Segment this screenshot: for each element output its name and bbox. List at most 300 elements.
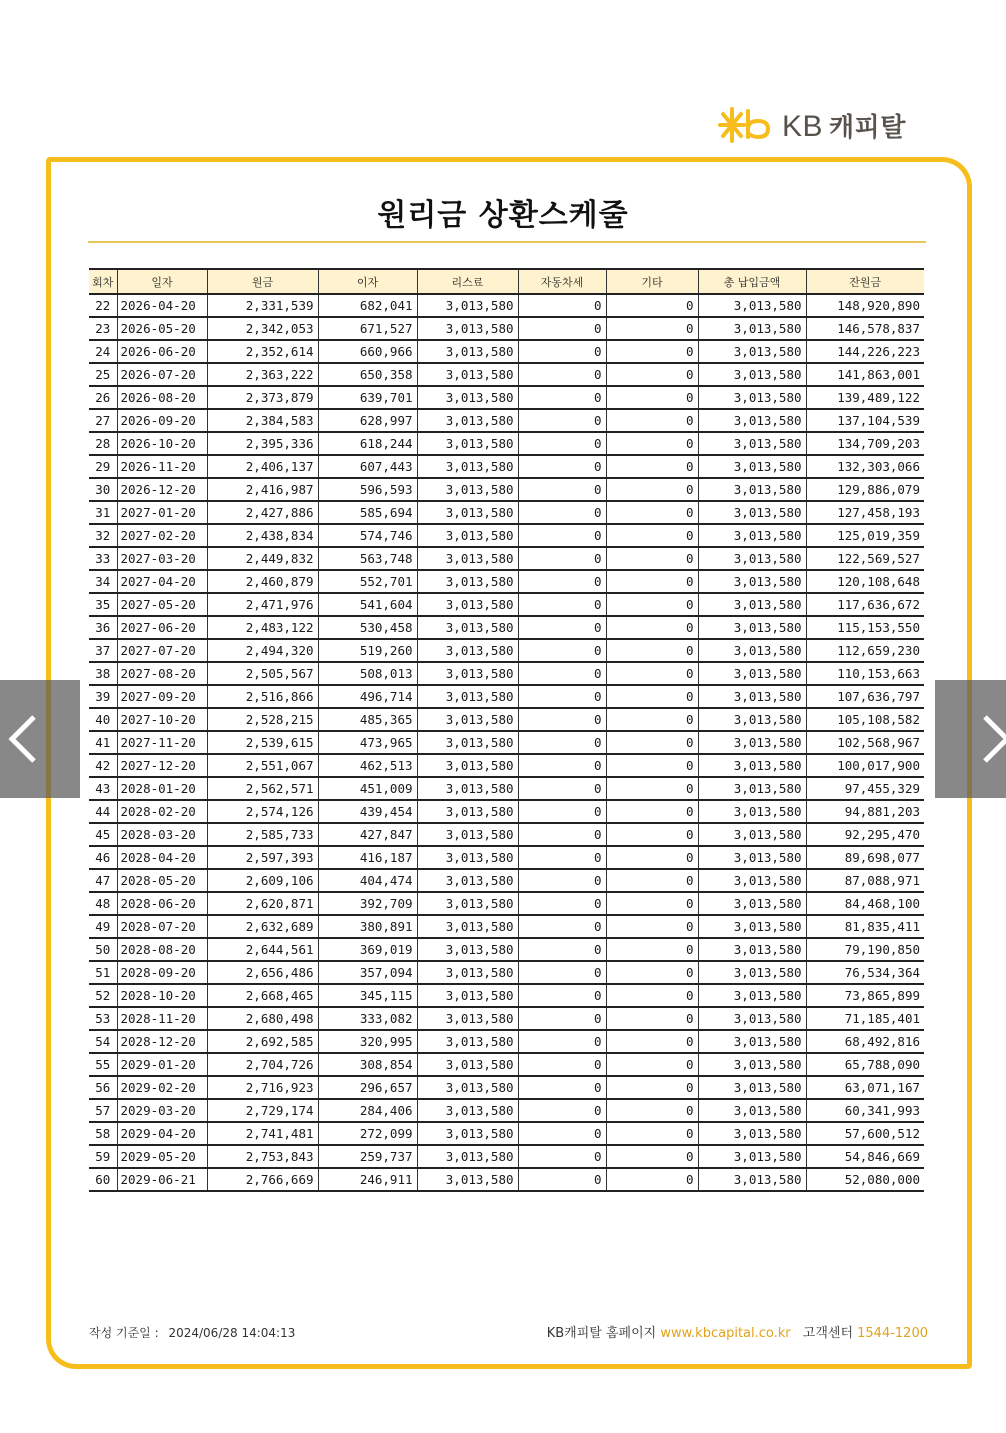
col-header: 자동차세 bbox=[518, 269, 606, 294]
table-cell: 3,013,580 bbox=[698, 317, 806, 340]
table-cell: 2,574,126 bbox=[207, 800, 318, 823]
table-cell: 2027-04-20 bbox=[117, 570, 207, 593]
table-row bbox=[89, 294, 924, 317]
table-cell: 3,013,580 bbox=[698, 869, 806, 892]
table-cell: 2,483,122 bbox=[207, 616, 318, 639]
table-cell: 137,104,539 bbox=[806, 409, 924, 432]
table-cell: 0 bbox=[518, 478, 606, 501]
table-cell: 473,965 bbox=[318, 731, 417, 754]
table-row bbox=[89, 501, 924, 524]
table-cell: 2028-08-20 bbox=[117, 938, 207, 961]
table-cell: 618,244 bbox=[318, 432, 417, 455]
table-cell: 2,416,987 bbox=[207, 478, 318, 501]
table-cell: 380,891 bbox=[318, 915, 417, 938]
table-cell: 3,013,580 bbox=[417, 892, 518, 915]
table-cell: 3,013,580 bbox=[417, 800, 518, 823]
table-cell: 0 bbox=[606, 731, 698, 754]
table-cell: 3,013,580 bbox=[417, 731, 518, 754]
table-cell: 0 bbox=[606, 409, 698, 432]
table-cell: 607,443 bbox=[318, 455, 417, 478]
table-cell: 3,013,580 bbox=[417, 294, 518, 317]
table-cell: 628,997 bbox=[318, 409, 417, 432]
table-cell: 2029-01-20 bbox=[117, 1053, 207, 1076]
table-cell: 552,701 bbox=[318, 570, 417, 593]
table-cell: 530,458 bbox=[318, 616, 417, 639]
table-cell: 3,013,580 bbox=[417, 524, 518, 547]
table-cell: 3,013,580 bbox=[698, 386, 806, 409]
table-cell: 3,013,580 bbox=[698, 938, 806, 961]
table-cell: 3,013,580 bbox=[417, 1030, 518, 1053]
table-cell: 0 bbox=[518, 938, 606, 961]
table-row bbox=[89, 823, 924, 846]
table-row bbox=[89, 478, 924, 501]
table-cell: 42 bbox=[89, 754, 117, 777]
table-cell: 3,013,580 bbox=[417, 1145, 518, 1168]
table-cell: 46 bbox=[89, 846, 117, 869]
table-cell: 0 bbox=[606, 524, 698, 547]
table-cell: 2027-11-20 bbox=[117, 731, 207, 754]
col-header: 기타 bbox=[606, 269, 698, 294]
table-cell: 3,013,580 bbox=[417, 409, 518, 432]
table-cell: 3,013,580 bbox=[417, 455, 518, 478]
table-cell: 0 bbox=[606, 432, 698, 455]
table-cell: 3,013,580 bbox=[417, 478, 518, 501]
table-cell: 3,013,580 bbox=[698, 524, 806, 547]
table-cell: 2,331,539 bbox=[207, 294, 318, 317]
table-cell: 3,013,580 bbox=[417, 593, 518, 616]
table-cell: 0 bbox=[518, 823, 606, 846]
table-cell: 2,704,726 bbox=[207, 1053, 318, 1076]
table-cell: 0 bbox=[606, 616, 698, 639]
table-cell: 3,013,580 bbox=[417, 685, 518, 708]
table-cell: 3,013,580 bbox=[417, 501, 518, 524]
table-cell: 2026-05-20 bbox=[117, 317, 207, 340]
table-cell: 246,911 bbox=[318, 1168, 417, 1191]
table-cell: 3,013,580 bbox=[698, 639, 806, 662]
table-cell: 0 bbox=[518, 524, 606, 547]
table-cell: 2,692,585 bbox=[207, 1030, 318, 1053]
table-cell: 3,013,580 bbox=[417, 570, 518, 593]
table-cell: 132,303,066 bbox=[806, 455, 924, 478]
table-cell: 3,013,580 bbox=[698, 961, 806, 984]
table-cell: 3,013,580 bbox=[417, 1168, 518, 1191]
table-cell: 112,659,230 bbox=[806, 639, 924, 662]
table-cell: 2028-06-20 bbox=[117, 892, 207, 915]
table-cell: 2,406,137 bbox=[207, 455, 318, 478]
table-cell: 47 bbox=[89, 869, 117, 892]
table-cell: 107,636,797 bbox=[806, 685, 924, 708]
table-cell: 596,593 bbox=[318, 478, 417, 501]
kb-capital-logo bbox=[718, 103, 906, 147]
table-cell: 55 bbox=[89, 1053, 117, 1076]
table-cell: 0 bbox=[518, 340, 606, 363]
table-cell: 0 bbox=[606, 363, 698, 386]
table-cell: 3,013,580 bbox=[417, 340, 518, 363]
table-cell: 2026-08-20 bbox=[117, 386, 207, 409]
table-cell: 51 bbox=[89, 961, 117, 984]
table-cell: 2,449,832 bbox=[207, 547, 318, 570]
table-cell: 50 bbox=[89, 938, 117, 961]
table-cell: 2,609,106 bbox=[207, 869, 318, 892]
table-cell: 2028-03-20 bbox=[117, 823, 207, 846]
table-cell: 671,527 bbox=[318, 317, 417, 340]
table-cell: 2028-11-20 bbox=[117, 1007, 207, 1030]
table-cell: 125,019,359 bbox=[806, 524, 924, 547]
table-cell: 3,013,580 bbox=[417, 386, 518, 409]
table-cell: 0 bbox=[606, 892, 698, 915]
table-cell: 2027-06-20 bbox=[117, 616, 207, 639]
table-cell: 92,295,470 bbox=[806, 823, 924, 846]
table-cell: 0 bbox=[518, 616, 606, 639]
table-cell: 3,013,580 bbox=[698, 708, 806, 731]
table-row bbox=[89, 685, 924, 708]
table-cell: 3,013,580 bbox=[417, 846, 518, 869]
table-cell: 44 bbox=[89, 800, 117, 823]
table-cell: 54 bbox=[89, 1030, 117, 1053]
table-cell: 3,013,580 bbox=[698, 1030, 806, 1053]
table-cell: 0 bbox=[606, 547, 698, 570]
table-cell: 2,539,615 bbox=[207, 731, 318, 754]
table-cell: 0 bbox=[606, 1145, 698, 1168]
table-cell: 25 bbox=[89, 363, 117, 386]
table-cell: 308,854 bbox=[318, 1053, 417, 1076]
table-cell: 333,082 bbox=[318, 1007, 417, 1030]
table-row bbox=[89, 869, 924, 892]
chevron-left-icon bbox=[4, 713, 44, 765]
table-cell: 120,108,648 bbox=[806, 570, 924, 593]
table-cell: 2027-12-20 bbox=[117, 754, 207, 777]
table-row bbox=[89, 1099, 924, 1122]
table-cell: 38 bbox=[89, 662, 117, 685]
table-row bbox=[89, 961, 924, 984]
table-cell: 3,013,580 bbox=[417, 777, 518, 800]
table-cell: 3,013,580 bbox=[417, 915, 518, 938]
table-cell: 3,013,580 bbox=[698, 1076, 806, 1099]
table-cell: 3,013,580 bbox=[417, 754, 518, 777]
table-cell: 0 bbox=[606, 1122, 698, 1145]
table-cell: 0 bbox=[518, 754, 606, 777]
table-cell: 485,365 bbox=[318, 708, 417, 731]
table-cell: 585,694 bbox=[318, 501, 417, 524]
table-cell: 0 bbox=[518, 708, 606, 731]
table-cell: 0 bbox=[518, 317, 606, 340]
table-row bbox=[89, 639, 924, 662]
table-cell: 2,384,583 bbox=[207, 409, 318, 432]
col-header: 리스료 bbox=[417, 269, 518, 294]
table-cell: 2029-06-21 bbox=[117, 1168, 207, 1191]
table-cell: 2029-04-20 bbox=[117, 1122, 207, 1145]
table-cell: 0 bbox=[518, 984, 606, 1007]
table-cell: 57,600,512 bbox=[806, 1122, 924, 1145]
table-row bbox=[89, 892, 924, 915]
col-header: 이자 bbox=[318, 269, 417, 294]
table-cell: 0 bbox=[606, 317, 698, 340]
table-cell: 0 bbox=[606, 294, 698, 317]
table-cell: 2026-07-20 bbox=[117, 363, 207, 386]
table-cell: 0 bbox=[606, 869, 698, 892]
table-cell: 141,863,001 bbox=[806, 363, 924, 386]
table-cell: 60,341,993 bbox=[806, 1099, 924, 1122]
table-cell: 0 bbox=[606, 501, 698, 524]
table-cell: 2027-09-20 bbox=[117, 685, 207, 708]
table-cell: 2027-10-20 bbox=[117, 708, 207, 731]
table-cell: 0 bbox=[518, 869, 606, 892]
table-cell: 0 bbox=[606, 777, 698, 800]
table-cell: 40 bbox=[89, 708, 117, 731]
next-page-button[interactable] bbox=[935, 680, 1006, 798]
table-cell: 3,013,580 bbox=[698, 570, 806, 593]
table-cell: 0 bbox=[606, 1007, 698, 1030]
table-cell: 2028-01-20 bbox=[117, 777, 207, 800]
table-cell: 3,013,580 bbox=[698, 915, 806, 938]
table-cell: 2,460,879 bbox=[207, 570, 318, 593]
table-cell: 49 bbox=[89, 915, 117, 938]
table-cell: 3,013,580 bbox=[698, 432, 806, 455]
table-cell: 2,551,067 bbox=[207, 754, 318, 777]
table-cell: 0 bbox=[606, 639, 698, 662]
table-cell: 0 bbox=[518, 777, 606, 800]
table-row bbox=[89, 1076, 924, 1099]
table-cell: 53 bbox=[89, 1007, 117, 1030]
table-cell: 3,013,580 bbox=[417, 1007, 518, 1030]
table-cell: 2,471,976 bbox=[207, 593, 318, 616]
table-cell: 2026-04-20 bbox=[117, 294, 207, 317]
table-row bbox=[89, 593, 924, 616]
table-cell: 3,013,580 bbox=[698, 846, 806, 869]
table-cell: 129,886,079 bbox=[806, 478, 924, 501]
table-cell: 110,153,663 bbox=[806, 662, 924, 685]
table-cell: 639,701 bbox=[318, 386, 417, 409]
table-cell: 682,041 bbox=[318, 294, 417, 317]
table-cell: 2,438,834 bbox=[207, 524, 318, 547]
cs-phone[interactable]: 1544-1200 bbox=[857, 1326, 928, 1341]
table-cell: 3,013,580 bbox=[698, 892, 806, 915]
table-cell: 0 bbox=[518, 961, 606, 984]
col-header: 총 납입금액 bbox=[698, 269, 806, 294]
table-cell: 0 bbox=[606, 340, 698, 363]
table-cell: 0 bbox=[518, 593, 606, 616]
table-cell: 29 bbox=[89, 455, 117, 478]
table-cell: 3,013,580 bbox=[698, 1168, 806, 1191]
table-cell: 0 bbox=[518, 386, 606, 409]
table-body bbox=[89, 294, 924, 1191]
table-cell: 45 bbox=[89, 823, 117, 846]
table-cell: 0 bbox=[606, 938, 698, 961]
table-cell: 0 bbox=[518, 547, 606, 570]
table-cell: 59 bbox=[89, 1145, 117, 1168]
table-cell: 451,009 bbox=[318, 777, 417, 800]
col-header: 회차 bbox=[89, 269, 117, 294]
table-cell: 0 bbox=[518, 1122, 606, 1145]
table-cell: 57 bbox=[89, 1099, 117, 1122]
table-cell: 0 bbox=[518, 363, 606, 386]
table-cell: 24 bbox=[89, 340, 117, 363]
homepage-link[interactable]: www.kbcapital.co.kr bbox=[660, 1326, 791, 1341]
table-cell: 56 bbox=[89, 1076, 117, 1099]
table-cell: 345,115 bbox=[318, 984, 417, 1007]
table-row bbox=[89, 363, 924, 386]
table-cell: 2,766,669 bbox=[207, 1168, 318, 1191]
table-cell: 2027-07-20 bbox=[117, 639, 207, 662]
table-cell: 43 bbox=[89, 777, 117, 800]
table-cell: 357,094 bbox=[318, 961, 417, 984]
homepage-label: KB캐피탈 홈페이지 bbox=[546, 1326, 657, 1341]
table-cell: 574,746 bbox=[318, 524, 417, 547]
table-row bbox=[89, 731, 924, 754]
table-cell: 2,494,320 bbox=[207, 639, 318, 662]
table-cell: 3,013,580 bbox=[417, 961, 518, 984]
table-cell: 31 bbox=[89, 501, 117, 524]
table-cell: 63,071,167 bbox=[806, 1076, 924, 1099]
table-cell: 117,636,672 bbox=[806, 593, 924, 616]
table-cell: 34 bbox=[89, 570, 117, 593]
table-cell: 0 bbox=[518, 892, 606, 915]
table-cell: 3,013,580 bbox=[417, 662, 518, 685]
table-cell: 0 bbox=[606, 708, 698, 731]
table-cell: 0 bbox=[518, 409, 606, 432]
table-cell: 3,013,580 bbox=[698, 340, 806, 363]
table-cell: 122,569,527 bbox=[806, 547, 924, 570]
table-cell: 0 bbox=[518, 800, 606, 823]
table-row bbox=[89, 984, 924, 1007]
table-cell: 3,013,580 bbox=[417, 547, 518, 570]
table-cell: 127,458,193 bbox=[806, 501, 924, 524]
table-cell: 102,568,967 bbox=[806, 731, 924, 754]
table-cell: 3,013,580 bbox=[417, 1099, 518, 1122]
table-header-row bbox=[89, 269, 924, 294]
table-cell: 2,729,174 bbox=[207, 1099, 318, 1122]
table-cell: 3,013,580 bbox=[698, 616, 806, 639]
table-cell: 0 bbox=[518, 294, 606, 317]
table-cell: 0 bbox=[606, 961, 698, 984]
table-cell: 2,528,215 bbox=[207, 708, 318, 731]
table-cell: 2,680,498 bbox=[207, 1007, 318, 1030]
table-cell: 2028-05-20 bbox=[117, 869, 207, 892]
table-cell: 2028-12-20 bbox=[117, 1030, 207, 1053]
table-cell: 0 bbox=[606, 1168, 698, 1191]
table-cell: 3,013,580 bbox=[698, 1099, 806, 1122]
table-row bbox=[89, 1030, 924, 1053]
page-title: 원리금 상환스케줄 bbox=[377, 198, 629, 233]
table-cell: 259,737 bbox=[318, 1145, 417, 1168]
table-cell: 134,709,203 bbox=[806, 432, 924, 455]
table-cell: 87,088,971 bbox=[806, 869, 924, 892]
table-cell: 2,716,923 bbox=[207, 1076, 318, 1099]
table-row bbox=[89, 409, 924, 432]
table-row bbox=[89, 1007, 924, 1030]
table-cell: 81,835,411 bbox=[806, 915, 924, 938]
table-cell: 52,080,000 bbox=[806, 1168, 924, 1191]
table-cell: 3,013,580 bbox=[417, 363, 518, 386]
table-row bbox=[89, 616, 924, 639]
table-cell: 68,492,816 bbox=[806, 1030, 924, 1053]
table-cell: 0 bbox=[518, 915, 606, 938]
created-date bbox=[89, 1324, 295, 1341]
table-cell: 3,013,580 bbox=[417, 639, 518, 662]
table-cell: 3,013,580 bbox=[698, 1007, 806, 1030]
table-row bbox=[89, 386, 924, 409]
table-cell: 0 bbox=[606, 1076, 698, 1099]
table-cell: 2027-08-20 bbox=[117, 662, 207, 685]
table-cell: 3,013,580 bbox=[698, 754, 806, 777]
table-cell: 23 bbox=[89, 317, 117, 340]
table-cell: 2026-11-20 bbox=[117, 455, 207, 478]
table-cell: 3,013,580 bbox=[698, 1145, 806, 1168]
table-cell: 0 bbox=[606, 593, 698, 616]
table-cell: 105,108,582 bbox=[806, 708, 924, 731]
table-cell: 97,455,329 bbox=[806, 777, 924, 800]
table-row bbox=[89, 547, 924, 570]
table-cell: 0 bbox=[518, 1030, 606, 1053]
table-cell: 27 bbox=[89, 409, 117, 432]
created-value: 2024/06/28 14:04:13 bbox=[168, 1326, 296, 1340]
table-row bbox=[89, 708, 924, 731]
table-cell: 0 bbox=[606, 1030, 698, 1053]
table-cell: 0 bbox=[518, 662, 606, 685]
table-cell: 2,516,866 bbox=[207, 685, 318, 708]
table-cell: 320,995 bbox=[318, 1030, 417, 1053]
table-row bbox=[89, 1053, 924, 1076]
table-cell: 3,013,580 bbox=[698, 593, 806, 616]
table-cell: 39 bbox=[89, 685, 117, 708]
table-cell: 3,013,580 bbox=[417, 432, 518, 455]
prev-page-button[interactable] bbox=[0, 680, 80, 798]
table-cell: 2027-01-20 bbox=[117, 501, 207, 524]
table-cell: 660,966 bbox=[318, 340, 417, 363]
table-cell: 0 bbox=[518, 731, 606, 754]
table-cell: 41 bbox=[89, 731, 117, 754]
table-cell: 3,013,580 bbox=[698, 501, 806, 524]
table-cell: 0 bbox=[518, 501, 606, 524]
table-cell: 0 bbox=[606, 662, 698, 685]
table-cell: 2,395,336 bbox=[207, 432, 318, 455]
table-cell: 2,373,879 bbox=[207, 386, 318, 409]
created-label: 작성 기준일 : bbox=[89, 1326, 159, 1340]
table-cell: 3,013,580 bbox=[417, 984, 518, 1007]
table-cell: 0 bbox=[518, 1053, 606, 1076]
table-cell: 2028-09-20 bbox=[117, 961, 207, 984]
table-cell: 48 bbox=[89, 892, 117, 915]
table-cell: 416,187 bbox=[318, 846, 417, 869]
table-cell: 0 bbox=[518, 1076, 606, 1099]
table-cell: 0 bbox=[606, 478, 698, 501]
table-cell: 3,013,580 bbox=[698, 1053, 806, 1076]
table-cell: 3,013,580 bbox=[698, 547, 806, 570]
table-cell: 2027-02-20 bbox=[117, 524, 207, 547]
table-cell: 0 bbox=[518, 1099, 606, 1122]
table-row bbox=[89, 662, 924, 685]
table-row bbox=[89, 317, 924, 340]
table-cell: 37 bbox=[89, 639, 117, 662]
table-cell: 2029-02-20 bbox=[117, 1076, 207, 1099]
table-cell: 2,753,843 bbox=[207, 1145, 318, 1168]
kb-star-icon bbox=[718, 105, 774, 145]
table-cell: 3,013,580 bbox=[417, 1053, 518, 1076]
table-cell: 3,013,580 bbox=[417, 708, 518, 731]
table-cell: 36 bbox=[89, 616, 117, 639]
table-cell: 26 bbox=[89, 386, 117, 409]
table-cell: 0 bbox=[518, 455, 606, 478]
table-cell: 139,489,122 bbox=[806, 386, 924, 409]
table-cell: 2027-03-20 bbox=[117, 547, 207, 570]
table-cell: 3,013,580 bbox=[698, 823, 806, 846]
table-cell: 2029-03-20 bbox=[117, 1099, 207, 1122]
table-cell: 0 bbox=[606, 846, 698, 869]
table-cell: 496,714 bbox=[318, 685, 417, 708]
table-cell: 3,013,580 bbox=[417, 616, 518, 639]
brand-name: KB 캐피탈 bbox=[782, 109, 906, 143]
table-cell: 3,013,580 bbox=[698, 685, 806, 708]
